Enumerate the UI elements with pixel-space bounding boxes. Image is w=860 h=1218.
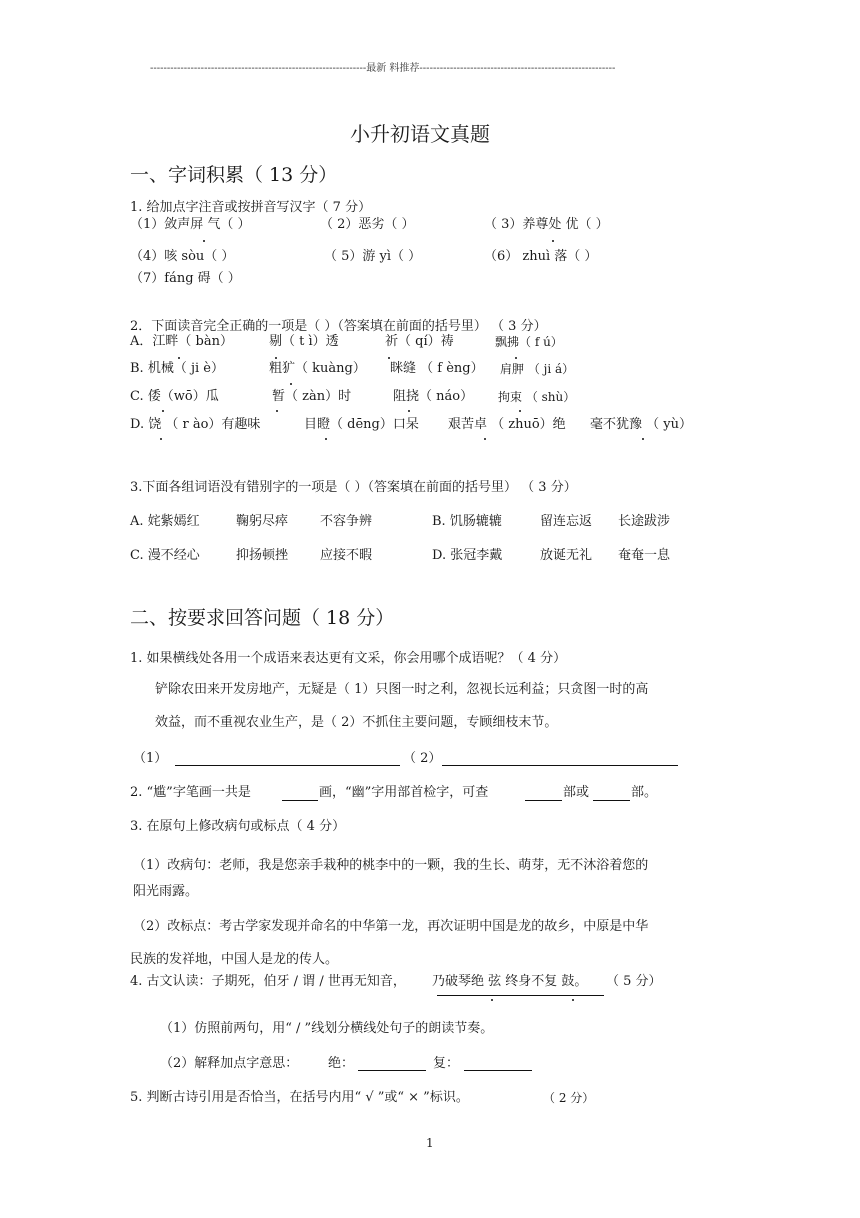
s2-q1-blank-2-label: （ 2）: [403, 751, 442, 766]
emphasis-dot: [162, 410, 164, 412]
s1-q2-option-c-3: 阻挠（ náo）: [393, 389, 474, 404]
s1-q3-option-d-1: D. 张冠李戴: [432, 548, 503, 563]
emphasis-dot: [325, 438, 327, 440]
s1-q2-option-d-4: 毫不犹豫 （ yù）: [590, 417, 692, 432]
s1-q3-option-c-1: C. 漫不经心: [130, 548, 200, 563]
s1-q2-option-c-1: C. 倭（wō）瓜: [130, 389, 219, 404]
s1-q3-option-a-2: 鞠躬尽瘁: [236, 514, 289, 529]
s1-q3-option-a-3: 不容争辨: [320, 514, 373, 529]
emphasis-dot: [552, 240, 554, 242]
page-title: 小升初语文真题: [350, 122, 490, 146]
s1-q2-option-a-2: 剔（ t ì）透: [269, 334, 339, 349]
s2-q5-score: （ 2 分）: [543, 1091, 595, 1105]
s1-q1-item-5: （ 5）游 yì（ ）: [324, 249, 422, 264]
s1-q3-option-b-1: B. 饥肠辘辘: [432, 514, 502, 529]
s1-q2-option-c-2: 暂（ zàn）时: [272, 389, 352, 404]
s2-q1-blank-1[interactable]: [175, 765, 400, 766]
s2-q4-score: （ 5 分）: [606, 974, 662, 989]
s1-q1-item-2: （ 2）恶劣（ ）: [320, 217, 415, 232]
s2-q2-part-1: 2. “尴”字笔画一共是: [130, 785, 251, 800]
emphasis-dot: [519, 410, 521, 412]
emphasis-dot: [203, 240, 205, 242]
s1-q3-option-b-3: 长途跋涉: [618, 514, 671, 529]
emphasis-dot: [290, 383, 292, 385]
s1-q2-option-a-1: A．江畔（ bàn）: [130, 334, 233, 349]
emphasis-dot: [276, 410, 278, 412]
emphasis-dot: [515, 357, 517, 359]
emphasis-dot: [408, 410, 410, 412]
s2-q4-jue-label: 绝：: [328, 1056, 355, 1071]
s2-q3-sub1-line-1: （1）改病句：老师，我是您亲手栽种的桃李中的一颗，我的生长、萌芽，无不沐浴着您的: [133, 858, 649, 873]
s1-q1-prompt: 1. 给加点字注音或按拼音写汉字（ 7 分）: [130, 200, 372, 215]
emphasis-dot: [484, 438, 486, 440]
emphasis-dot: [388, 357, 390, 359]
s2-q2-part-4: 部。: [631, 785, 658, 800]
s1-q1-item-3: （ 3）养尊处 优（ ）: [484, 217, 609, 232]
section-2-heading: 二、按要求回答问题（ 18 分）: [130, 607, 395, 629]
s1-q3-option-d-2: 放诞无礼: [540, 548, 593, 563]
page-header: ----------------------------------------------------------------最新 料推荐----------------------------------------------------------: [150, 63, 616, 74]
s2-q4-prompt: 4. 古文认读：子期死，伯牙 / 谓 / 世再无知音，: [130, 974, 406, 989]
s1-q1-item-6: （6） zhuì 落（ ）: [484, 249, 598, 264]
s1-q2-option-b-3: 眯缝 （ f èng）: [390, 361, 484, 376]
s2-q3-sub2-line-1: （2）改标点：考古学家发现并命名的中华第一龙，再次证明中国是龙的故乡，中原是中华: [133, 919, 649, 934]
s1-q2-option-a-3: 祈（ qí）祷: [385, 334, 454, 349]
emphasis-dot: [642, 438, 644, 440]
s1-q3-option-c-3: 应接不暇: [320, 548, 373, 563]
s2-q1-prompt: 1. 如果横线处各用一个成语来表达更有文采，你会用哪个成语呢？（ 4 分）: [130, 651, 567, 666]
s2-q3-sub1-line-2: 阳光雨露。: [133, 884, 199, 899]
s2-q1-passage-line-2: 效益，而不重视农业生产，是（ 2）不抓住主要问题，专顾细枝末节。: [155, 715, 558, 730]
s2-q4-fu-blank[interactable]: [464, 1070, 532, 1071]
section-1-heading: 一、字词积累（ 13 分）: [130, 164, 338, 186]
s2-q2-part-3: 部或: [563, 785, 590, 800]
page-number: 1: [426, 1136, 434, 1150]
s2-q2-blank-radical-2[interactable]: [593, 800, 630, 801]
s1-q3-option-a-1: A. 姹紫嫣红: [130, 514, 200, 529]
emphasis-dot: [178, 357, 180, 359]
s2-q3-prompt: 3. 在原句上修改病句或标点（ 4 分）: [130, 819, 346, 834]
s2-q2-part-2: 画，“幽”字用部首检字，可查: [319, 785, 489, 800]
s1-q2-option-b-4: 肩胛 （ ji á）: [500, 362, 575, 376]
emphasis-dot: [491, 999, 493, 1001]
s1-q2-option-d-1: D. 饶 （ r ào）有趣味: [130, 417, 261, 432]
s2-q4-sub-1: （1）仿照前两句，用“ / ”线划分横线处句子的朗读节奏。: [160, 1021, 494, 1036]
s2-q4-fu-label: 复：: [433, 1056, 460, 1071]
s1-q3-prompt: 3.下面各组词语没有错别字的一项是（ ）（答案填在前面的括号里） （ 3 分）: [130, 480, 577, 495]
s1-q1-item-4: （4）咳 sòu（ ）: [130, 249, 235, 264]
s2-q2-blank-radical-1[interactable]: [525, 800, 562, 801]
s1-q1-item-7: （7）fáng 碍（ ）: [130, 271, 241, 286]
emphasis-dot: [160, 438, 162, 440]
s1-q2-option-a-4: 飘拂（ f ú）: [495, 335, 563, 349]
s1-q2-option-d-3: 艰苦卓 （ zhuō）绝: [448, 417, 566, 432]
s2-q3-sub2-line-2: 民族的发祥地，中国人是龙的传人。: [130, 952, 339, 967]
s1-q2-option-d-2: 目瞪（ dēng）口呆: [304, 417, 419, 432]
s2-q5-prompt: 5. 判断古诗引用是否恰当，在括号内用“ √ ”或“ × ”标识。: [130, 1090, 469, 1105]
s1-q2-option-b-1: B. 机械（ ji è）: [130, 361, 224, 376]
s1-q3-option-d-3: 奄奄一息: [618, 548, 671, 563]
s1-q3-option-b-2: 留连忘返: [540, 514, 593, 529]
s2-q4-quote: 乃破琴绝 弦 终身不复 鼓。: [432, 974, 588, 989]
emphasis-dot: [572, 999, 574, 1001]
s1-q2-prompt: 2．下面读音完全正确的一项是（ ）（答案填在前面的括号里） （ 3 分）: [130, 319, 547, 334]
s2-q4-sub-2-label: （2）解释加点字意思：: [160, 1056, 299, 1071]
s1-q2-option-c-4: 拘束 （ shù）: [498, 390, 576, 404]
emphasis-dot: [275, 357, 277, 359]
s2-q2-blank-strokes[interactable]: [282, 800, 318, 801]
s1-q1-item-1: （1）敛声屏 气（ ）: [130, 217, 251, 232]
s2-q1-passage-line-1: 铲除农田来开发房地产，无疑是（ 1）只图一时之利，忽视长远利益；只贪图一时的高: [155, 682, 649, 697]
s2-q1-blank-2[interactable]: [442, 765, 678, 766]
s2-q4-jue-blank[interactable]: [358, 1070, 426, 1071]
s1-q2-option-b-2: 粗犷（ kuàng）: [269, 361, 366, 376]
s1-q3-option-c-2: 抑扬顿挫: [236, 548, 289, 563]
s2-q4-quote-underline: [437, 995, 604, 996]
s2-q1-blank-1-label: （1）: [133, 751, 168, 766]
